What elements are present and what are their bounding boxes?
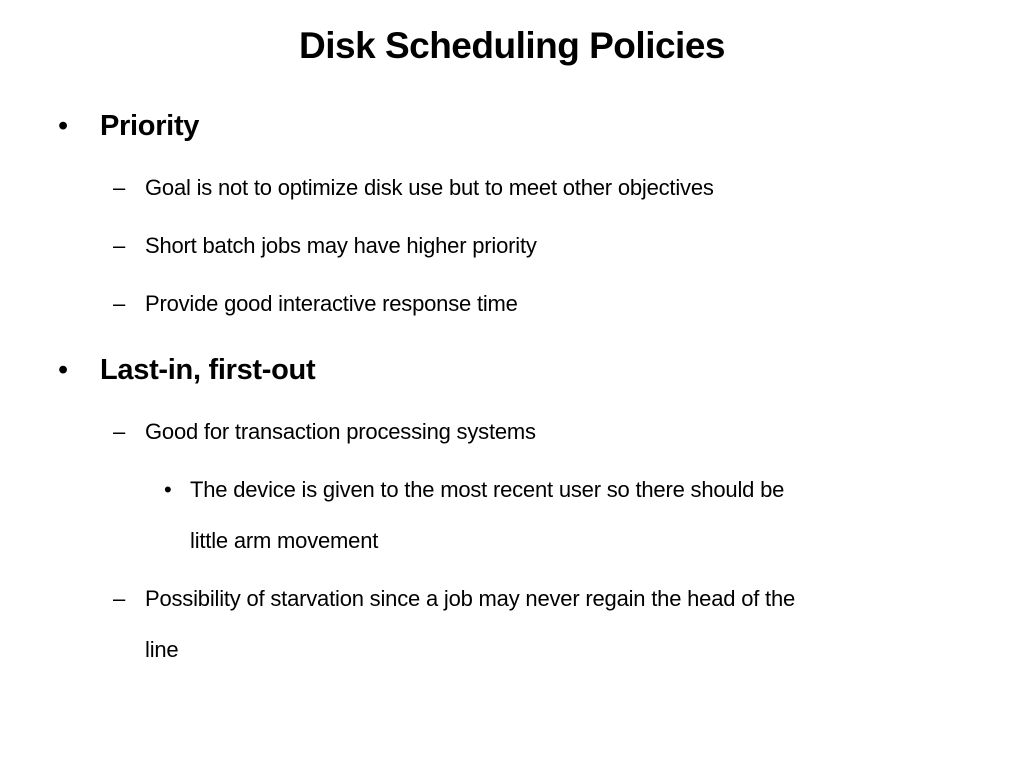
sub-sub-item-device-cont [190, 528, 930, 554]
sub-item-starvation-cont [145, 637, 945, 663]
dash-icon: – [113, 419, 126, 444]
dash-icon: – [113, 586, 126, 611]
sub-item-goal [113, 175, 945, 201]
sub-sub-item-device-line2: little arm movement [190, 528, 379, 553]
sub-item-goal-text: Goal is not to optimize disk use but to meet other objectives [145, 175, 714, 200]
sub-item-short-batch [113, 233, 945, 259]
sub-item-starvation [113, 586, 945, 612]
bullet-lifo-label: Last-in, first-out [100, 354, 316, 386]
sub-item-transaction-text: Good for transaction processing systems [145, 419, 536, 444]
sub-item-starvation-line2: line [145, 637, 179, 662]
sub-sub-item-device [164, 477, 930, 503]
dash-icon: – [113, 291, 126, 316]
bullet-priority [58, 109, 200, 143]
sub-item-short-batch-text: Short batch jobs may have higher priority [145, 233, 537, 258]
bullet-icon: • [58, 110, 68, 142]
sub-item-starvation-line1: Possibility of starvation since a job may never regain the head of the [145, 586, 796, 611]
slide-title: Disk Scheduling Policies [299, 25, 725, 66]
sub-sub-item-device-line1: The device is given to the most recent user so there should be [190, 477, 785, 502]
dash-icon: – [113, 175, 126, 200]
sub-item-transaction [113, 419, 945, 445]
sub-item-interactive-text: Provide good interactive response time [145, 291, 518, 316]
bullet-icon: • [164, 477, 172, 502]
bullet-icon: • [58, 354, 68, 386]
sub-item-interactive [113, 291, 945, 317]
bullet-priority-label: Priority [100, 110, 200, 142]
bullet-lifo [58, 353, 316, 387]
dash-icon: – [113, 233, 126, 258]
